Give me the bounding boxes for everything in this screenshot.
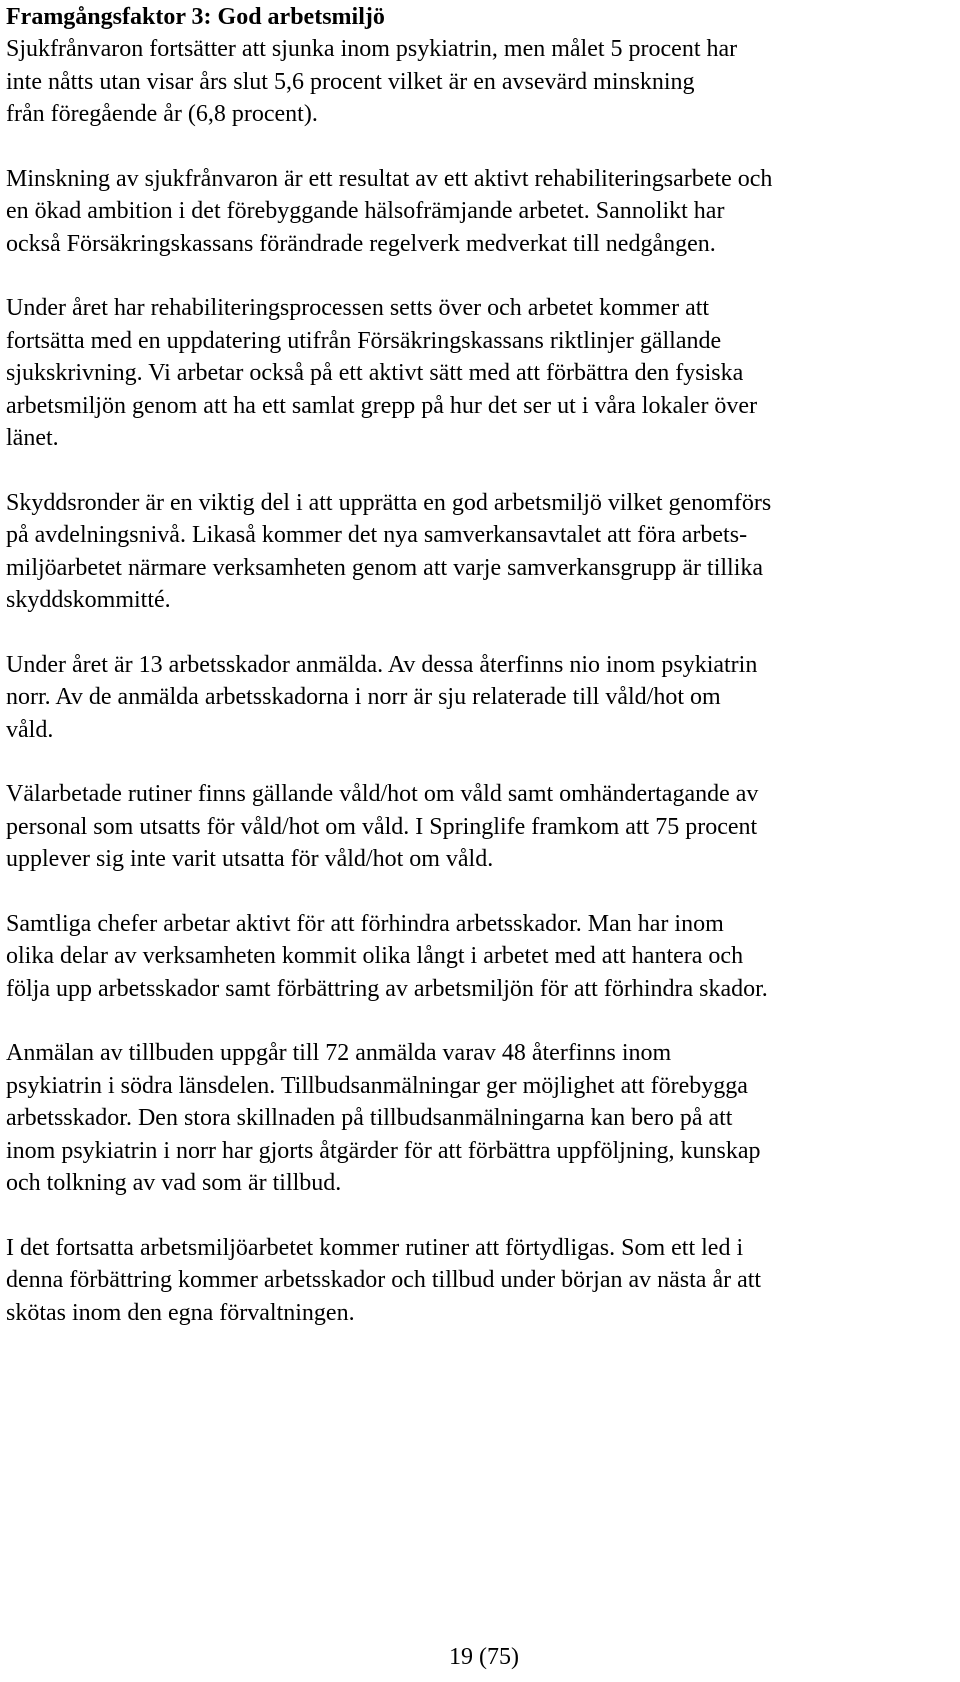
text-line: norr. Av de anmälda arbetsskadorna i norr är sju relaterade till våld/hot om <box>6 684 721 710</box>
text-line: Samtliga chefer arbetar aktivt för att förhindra arbetsskador. Man har inom <box>6 910 724 937</box>
text-line: följa upp arbetsskador samt förbättring av arbetsmiljön för att förhindra skador. <box>6 975 768 1002</box>
paragraph-spacer <box>6 131 951 163</box>
paragraph-spacer <box>6 455 951 487</box>
text-line: skyddskommitté. <box>6 587 171 613</box>
text-line: från föregående år (6,8 procent). <box>6 101 318 127</box>
paragraph-spacer <box>6 617 951 649</box>
document-page <box>6 0 951 1329</box>
page-number: 19 (75) <box>449 1644 519 1670</box>
text-line: Skyddsronder är en viktig del i att upprätta en god arbetsmiljö vilket genomförs <box>6 489 772 516</box>
text-line: inte nåtts utan visar års slut 5,6 procent vilket är en avsevärd minskning <box>6 68 695 95</box>
text-line: I det fortsatta arbetsmiljöarbetet kommer rutiner att förtydligas. Som ett led i <box>6 1234 744 1261</box>
paragraph <box>6 1232 951 1330</box>
section-heading: Framgångsfaktor 3: God arbetsmiljö <box>6 4 385 30</box>
text-line: upplever sig inte varit utsatta för våld/hot om våld. <box>6 846 494 872</box>
paragraph <box>6 649 951 747</box>
text-line: också Försäkringskassans förändrade regelverk medverkat till nedgången. <box>6 230 716 257</box>
text-line: skötas inom den egna förvaltningen. <box>6 1299 355 1326</box>
paragraph <box>6 1037 951 1200</box>
text-line: arbetsskador. Den stora skillnaden på tillbudsanmälningarna kan bero på att <box>6 1105 733 1131</box>
text-line: arbetsmiljön genom att ha ett samlat grepp på hur det ser ut i våra lokaler över <box>6 392 758 419</box>
text-line: olika delar av verksamheten kommit olika långt i arbetet med att hantera och <box>6 943 744 969</box>
text-line: inom psykiatrin i norr har gjorts åtgärder för att förbättra uppföljning, kunskap <box>6 1137 761 1164</box>
paragraph <box>6 163 951 261</box>
text-line: Under året har rehabiliteringsprocessen setts över och arbetet kommer att <box>6 295 710 321</box>
paragraph-spacer <box>6 260 951 292</box>
text-line: miljöarbetet närmare verksamheten genom att varje samverkansgrupp är tillika <box>6 554 764 581</box>
paragraph-spacer <box>6 1200 951 1232</box>
paragraph-spacer <box>6 876 951 908</box>
text-line: Under året är 13 arbetsskador anmälda. Av dessa återfinns nio inom psykiatrin <box>6 651 758 678</box>
text-line: denna förbättring kommer arbetsskador och tillbud under början av nästa år att <box>6 1267 762 1293</box>
paragraph-spacer <box>6 746 951 778</box>
body-text <box>6 33 951 1329</box>
paragraph <box>6 487 951 617</box>
text-line: en ökad ambition i det förebyggande hälsofrämjande arbetet. Sannolikt har <box>6 198 725 224</box>
text-line: Minskning av sjukfrånvaron är ett resultat av ett aktivt rehabiliteringsarbete och <box>6 165 773 192</box>
text-line: Sjukfrånvaron fortsätter att sjunka inom psykiatrin, men målet 5 procent har <box>6 36 738 62</box>
paragraph <box>6 778 951 876</box>
text-line: fortsätta med en uppdatering utifrån Försäkringskassans riktlinjer gällande <box>6 327 722 354</box>
text-line: personal som utsatts för våld/hot om våld. I Springlife framkom att 75 procent <box>6 813 758 840</box>
paragraph <box>6 33 951 131</box>
text-line: psykiatrin i södra länsdelen. Tillbudsanmälningar ger möjlighet att förebygga <box>6 1072 748 1099</box>
text-line: och tolkning av vad som är tillbud. <box>6 1170 342 1196</box>
text-line: Välarbetade rutiner finns gällande våld/hot om våld samt omhändertagande av <box>6 781 759 807</box>
text-line: på avdelningsnivå. Likaså kommer det nya samverkansavtalet att föra arbets- <box>6 522 748 548</box>
paragraph <box>6 908 951 1006</box>
text-line: Anmälan av tillbuden uppgår till 72 anmälda varav 48 återfinns inom <box>6 1040 672 1066</box>
text-line: våld. <box>6 716 54 743</box>
text-line: länet. <box>6 425 59 451</box>
paragraph <box>6 292 951 455</box>
text-line: sjukskrivning. Vi arbetar också på ett aktivt sätt med att förbättra den fysiska <box>6 360 744 386</box>
paragraph-spacer <box>6 1005 951 1037</box>
